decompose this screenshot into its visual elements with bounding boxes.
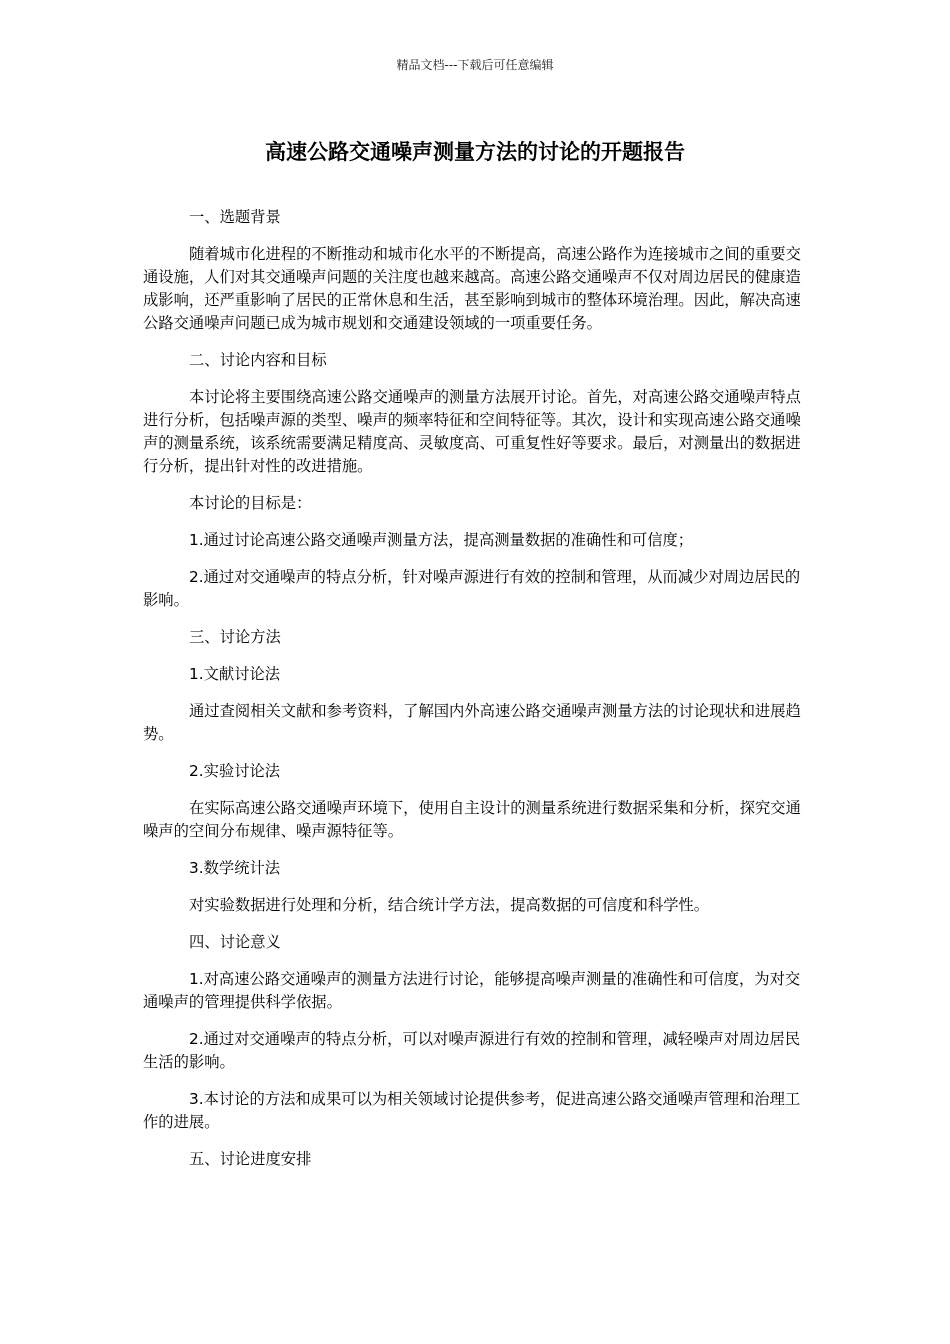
section-heading-background: 一、选题背景	[189, 208, 281, 226]
paragraph-goals-intro: 本讨论的目标是：	[189, 494, 312, 512]
method-heading-literature: 1.文献讨论法	[189, 665, 281, 683]
document-body	[143, 206, 813, 1185]
paragraph-content: 本讨论将主要围绕高速公路交通噪声的测量方法展开讨论。首先，对高速公路交通噪声特点进行分析，包括噪声源的类型、噪声的频率特征和空间特征等。其次，设计和实现高速公路交通噪声的测量系统，该系统需要满足精度高、灵敏度高、可重复性好等要求。最后，对测量出的数据进行分析，提出针对性的改进措施。	[143, 388, 801, 475]
paragraph-background: 随着城市化进程的不断推动和城市化水平的不断提高，高速公路作为连接城市之间的重要交通设施，人们对其交通噪声问题的关注度也越来越高。高速公路交通噪声不仅对周边居民的健康造成影响，还严重影响了居民的正常休息和生活，甚至影响到城市的整体环境治理。因此，解决高速公路交通噪声问题已成为城市规划和交通建设领域的一项重要任务。	[143, 245, 801, 332]
document-title: 高速公路交通噪声测量方法的讨论的开题报告	[265, 140, 685, 164]
section-heading-schedule: 五、讨论进度安排	[189, 1150, 312, 1168]
significance-item-3: 3.本讨论的方法和成果可以为相关领域讨论提供参考，促进高速公路交通噪声管理和治理工作的进展。	[143, 1090, 801, 1131]
goal-item-1: 1.通过讨论高速公路交通噪声测量方法，提高测量数据的准确性和可信度；	[189, 531, 694, 549]
significance-item-2: 2.通过对交通噪声的特点分析，可以对噪声源进行有效的控制和管理，减轻噪声对周边居民生活的影响。	[143, 1030, 801, 1071]
section-heading-significance: 四、讨论意义	[189, 933, 281, 951]
page-header: 精品文档---下载后可任意编辑	[396, 58, 554, 72]
section-heading-content-goals: 二、讨论内容和目标	[189, 351, 327, 369]
paragraph-method-literature: 通过查阅相关文献和参考资料，了解国内外高速公路交通噪声测量方法的讨论现状和进展趋势。	[143, 702, 801, 743]
significance-item-1: 1.对高速公路交通噪声的测量方法进行讨论，能够提高噪声测量的准确性和可信度，为对交通噪声的管理提供科学依据。	[143, 970, 801, 1011]
paragraph-method-experiment: 在实际高速公路交通噪声环境下，使用自主设计的测量系统进行数据采集和分析，探究交通噪声的空间分布规律、噪声源特征等。	[143, 799, 801, 840]
goal-item-2: 2.通过对交通噪声的特点分析，针对噪声源进行有效的控制和管理，从而减少对周边居民的影响。	[143, 568, 801, 609]
paragraph-method-statistics: 对实验数据进行处理和分析，结合统计学方法，提高数据的可信度和科学性。	[189, 896, 710, 914]
method-heading-experiment: 2.实验讨论法	[189, 762, 281, 780]
method-heading-statistics: 3.数学统计法	[189, 859, 281, 877]
section-heading-methods: 三、讨论方法	[189, 628, 281, 646]
